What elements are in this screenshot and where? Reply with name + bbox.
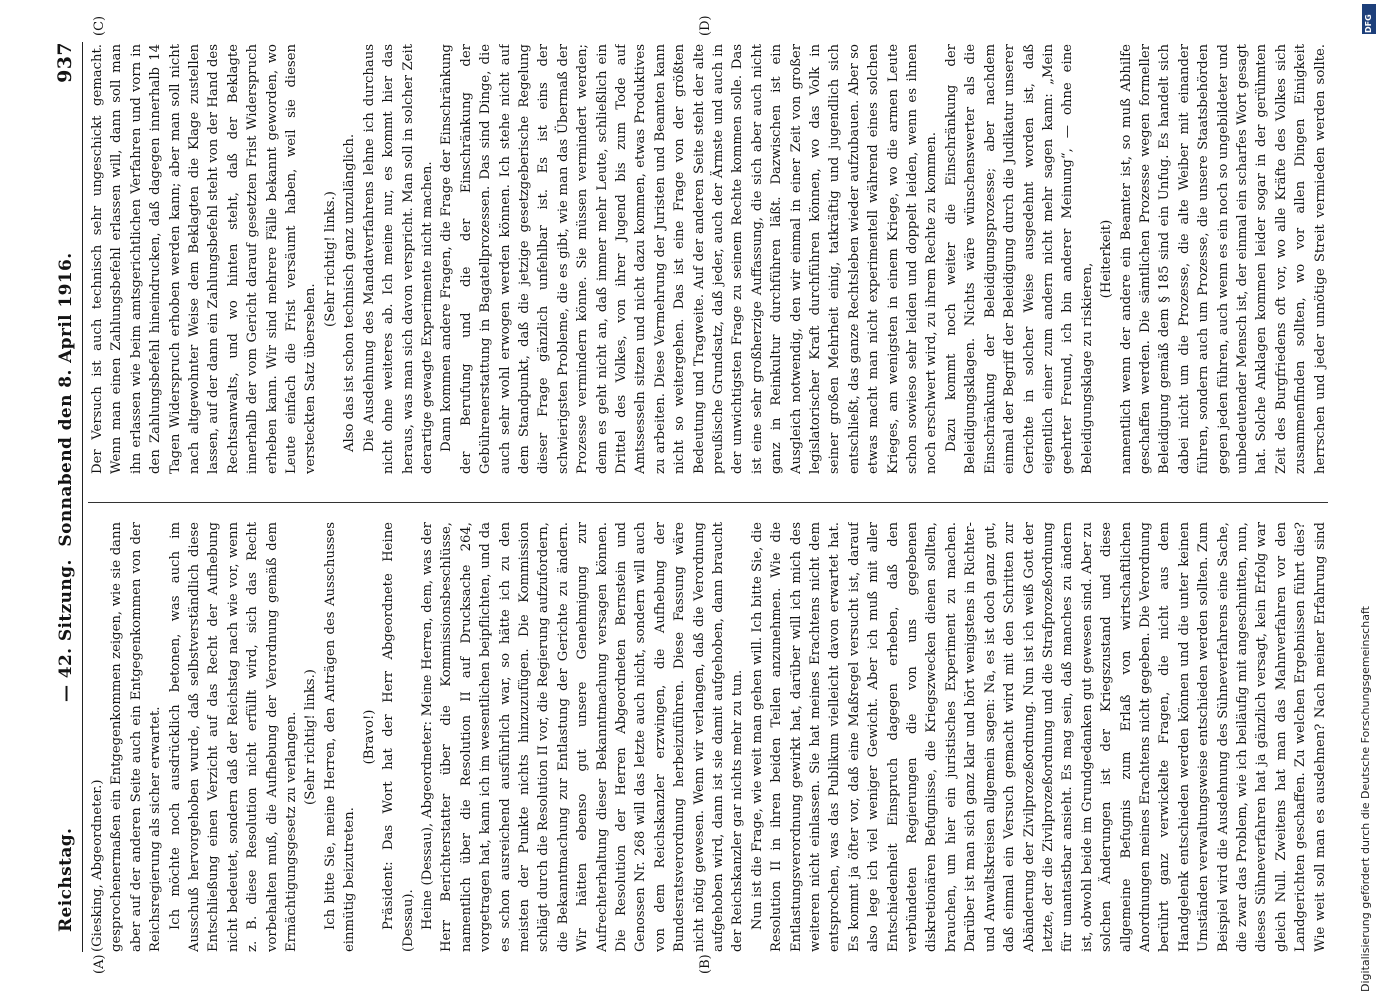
header-title: Reichstag.: [56, 827, 76, 932]
interjection: (Sehr richtig! links.): [322, 191, 338, 327]
column-divider: [88, 502, 1328, 503]
digitization-note: [1356, 12, 1376, 992]
header-session: — 42. Sitzung.: [56, 559, 76, 702]
paragraph: gesprochenermaßen ein Entgegenkommen zeigen, wie sie dann aber auf der anderen Seite auch ein Entgegenkommen von der Reichsregierung als sicher erwartet.: [109, 522, 164, 952]
header-rule: [82, 42, 83, 952]
paragraph: Also das ist schon technisch ganz unzulänglich.: [342, 133, 358, 452]
margin-marker-d: (D): [698, 15, 713, 36]
newspaper-page: [48, 15, 1338, 980]
left-column: [88, 522, 1328, 952]
page-header: [54, 42, 80, 952]
paragraph: namentlich wenn der andere ein Beamter ist, so muß Abhilfe geschaffen werden. Die sämtlichen Prozesse wegen formeller Beleidigung gemäß dem § 185 sind ein Unfug. Es handelt sich dabei nicht um die Prozesse, die alte Weiber mit einander führen, sondern auch um Prozesse, die unsere Staatsbehörden gegen jeden führen, auch wenn es ein noch so ungebildeter und unbedeutender Mensch ist, der einmal ein scharfes Wort gesagt hat. Solche Anklagen kommen leider sogar in der gerühmten Zeit des Burgfriedens oft vor, wo alle Kräfte des Volkes sich zusammenfinden sollten, wo vor allen Dingen Einigkeit herrschen und jeder unnötige Streit vermieden werden sollte.: [1118, 44, 1328, 474]
paragraph: Dann kommen andere Fragen, die Frage der Einschränkung der Berufung und die der Einschränkung der Gebührenerstattung in Bagatellprozessen. Das sind Dinge, die auch sehr wohl erwogen werden können. Ich stehe nicht auf dem Standpunkt, daß die jetzige gesetzgeberische Regelung dieser Frage gänzlich unfehlbar ist. Es ist eins der schwierigsten Probleme, die es gibt, wie man das Übermaß der Prozesse vermindern könne. Sie müssen vermindert werden; denn es geht nicht an, daß immer mehr Leute, schließlich ein Drittel des Volkes, von ihrer Jugend bis zum Tode auf Amtssesseln sitzen und nicht dazu kommen, etwas Produktives zu arbeiten. Diese Vermehrung der Juristen und Beamten kann nicht so weitergehen. Das ist eine Frage von der größten Bedeutung und Tragweite. Auf der anderen Seite steht der alte preußische Grundsatz, daß jeder, auch der Ärmste und auch in der unwichtigsten Frage zu seinem Rechte kommen solle. Das ist eine sehr großherzige Auffassung, die sich aber auch nicht ganz in Reinkultur durchführen läßt. Dazwischen ist ein Ausgleich notwendig, den wir einmal in einer Zeit von großer legislatorischer Kraft durchführen können, wo das Volk in seiner großen Mehrheit einig, tatkräftig und jugendlich sich entschließt, das ganze Rechtsleben wieder aufzubauen. Aber so etwas macht man nicht experimentell während eines solchen Krieges, am wenigsten in einem Kriege, wo die armen Leute schon sowieso sehr leiden und doppelt leiden, wenn es ihnen noch erschwert wird, zu ihrem Rechte zu kommen.: [439, 44, 940, 474]
header-date: Sonnabend den 8. April 1916.: [56, 252, 76, 547]
margin-marker-a: (A): [92, 954, 107, 974]
speaker-attribution: (Giesking, Abgeordneter.): [90, 779, 105, 952]
paragraph: Ich möchte noch ausdrücklich betonen, was auch im Ausschuß hervorgehoben wurde, daß selbstverständlich diese Entschließung einen Verzicht auf das Recht der Aufhebung nicht bedeutet, sondern daß der Reichstag nach wie vor, wenn z. B. diese Resolution nicht erfüllt wird, sich das Recht vorbehalten muß, die Aufhebung der Verordnung gemäß dem Ermächtigungsgesetz zu verlangen.: [167, 522, 300, 952]
paragraph: Heine (Dessau), Abgeordneter: Meine Herren, dem, was der Herr Berichterstatter über die Kommissionsbeschlüsse, namentlich über die Resolution II auf Drucksache 264, vorgetragen hat, kann ich im wesentlichen beipflichten, und da es schon ausreichend ausführlich war, so hätte ich zu den meisten der Punkte nichts hinzuzufügen. Die Kommission schlägt durch die Resolution II vor, die Regierung aufzufordern, die Bekanntmachung zur Entlastung der Gerichte zu ändern. Wir hätten ebenso gut unsere Genehmigung zur Aufrechterhaltung dieser Bekanntmachung versagen können. Die Resolution der Herren Abgeordneten Bernstein und Genossen Nr. 268 will das letzte auch nicht, sondern will auch von dem Reichskanzler erzwingen, die Aufhebung der Bundesratsverordnung herbeizuführen. Diese Fassung wäre nicht nötig gewesen. Wenn wir verlangen, daß die Verordnung aufgehoben wird, dann ist sie damit aufgehoben, dann braucht der Reichskanzler gar nichts mehr zu tun.: [419, 522, 746, 952]
paragraph: Ich bitte Sie, meine Herren, den Anträgen des Ausschusses einmütig beizutreten.: [322, 522, 358, 952]
paragraph: Präsident: Das Wort hat der Herr Abgeordnete Heine (Dessau).: [381, 522, 416, 952]
interjection: (Bravo!): [361, 709, 377, 765]
paragraph: Dazu kommt noch weiter die Einschränkung der Beleidigungsklagen. Nichts wäre wünschenswerter als die Einschränkung der Beleidigungsprozesse; aber nachdem einmal der Begriff der Beleidigung durch die Judikatur unserer Gerichte in solcher Weise ausgedehnt worden ist, daß eigentlich einer zum andern nicht mehr sagen kann: „Mein geehrter Freund, ich bin anderer Meinung“, — ohne eine Beleidigungsklage zu riskieren,: [943, 44, 1095, 474]
digitization-note-text: Digitalisierung gefördert durch die Deutsche Forschungsgemeinschaft: [1359, 606, 1372, 992]
dfg-logo-text: DFG: [1364, 14, 1373, 33]
header-session-date: [56, 252, 76, 702]
paragraph: Der Versuch ist auch technisch sehr ungeschickt gemacht. Wenn man einen Zahlungsbefehl erlassen will, dann soll man ihn erlassen wie beim amtsgerichtlichen Verfahren und vorn in den Zahlungsbefehl hineindrucken, daß dagegen innerhalb 14 Tagen Widerspruch erhoben werden kann; aber man soll nicht nach altgewohnter Weise dem Beklagten die Klage zustellen lassen, auf der dann ein Zahlungsbefehl steht von der Hand des Rechtsanwalts, und wo hinten steht, daß der Beklagte innerhalb der vom Gericht darauf gesetzten Frist Widerspruch erheben kann. Wir sind mehrere Fälle bekannt geworden, wo Leute einfach die Frist versäumt haben, weil sie diesen versteckten Satz übersehen.: [90, 44, 319, 474]
interjection: (Sehr richtig! links.): [303, 669, 319, 805]
margin-marker-b: (B): [698, 954, 713, 974]
interjection: (Heiterkeit): [1099, 219, 1115, 299]
paragraph: Die Ausdehnung des Mandatverfahrens lehne ich durchaus nicht ohne weiteres ab. Ich meine nur, es kommt hier das heraus, was man sich davon verspricht. Man soll in solcher Zeit derartige gewagte Experimente nicht machen.: [361, 44, 435, 474]
paragraph: Nun ist die Frage, wie weit man gehen will. Ich bitte Sie, die Resolution II in ihren beiden Teilen anzunehmen. Wie die Entlastungsverordnung gewirkt hat, darüber will ich mich des weiteren nicht einlassen. Sie hat meines Erachtens nicht dem entsprochen, was das Publikum vielleicht davon erwartet hat. Es kommt ja öfter vor, daß eine Maßregel versucht ist, darauf also lege ich viel weniger Gewicht. Aber ich muß mit aller Entschiedenheit Einspruch dagegen erheben, daß den verbündeten Regierungen die von uns gegebenen diskretionären Befugnisse, die Kriegszwecken dienen sollten, brauchen, um hier ein juristisches Experiment zu machen. Darüber ist man sich ganz klar und hört wenigstens in Richter- und Anwaltskreisen allgemein sagen: Na, es ist doch ganz gut, daß einmal ein Versuch gemacht wird mit den Schritten zur Abänderung der Zivilprozeßordnung. Nun ist ich weiß Gott der letzte, der die Zivilprozeßordnung und die Strafprozeßordnung für unantastbar ansieht. Es mag sein, daß manches zu ändern ist, obwohl beide im Grundgedanken gut gewesen sind. Aber zu solchen Änderungen ist der Kriegszustand und diese allgemeine Befugnis zum Erlaß von wirtschaftlichen Anordnungen meines Erachtens nicht gegeben. Die Verordnung berührt ganz verwickelte Fragen, die nicht aus dem Handgelenk entschieden werden können und die unter keinen Umständen verwaltungsweise entschieden werden sollten. Zum Beispiel wird die Ausdehnung des Sühneverfahrens eine Sache, die zwar das Problem, wie ich beiläufig mit angeschnitten, nun, dieses Sühneverfahren hat ja gänzlich versagt, kein Erfolg war gleich Null. Zweitens hat man das Mahnverfahren vor den Landgerichten geschaffen. Zu welchen Ergebnissen führt dies? Wie weit soll man es ausdehnen? Nach meiner Erfahrung sind: [749, 522, 1328, 952]
page-number: 937: [54, 42, 76, 83]
right-column: [88, 44, 1328, 474]
margin-marker-c: (C): [92, 15, 107, 36]
